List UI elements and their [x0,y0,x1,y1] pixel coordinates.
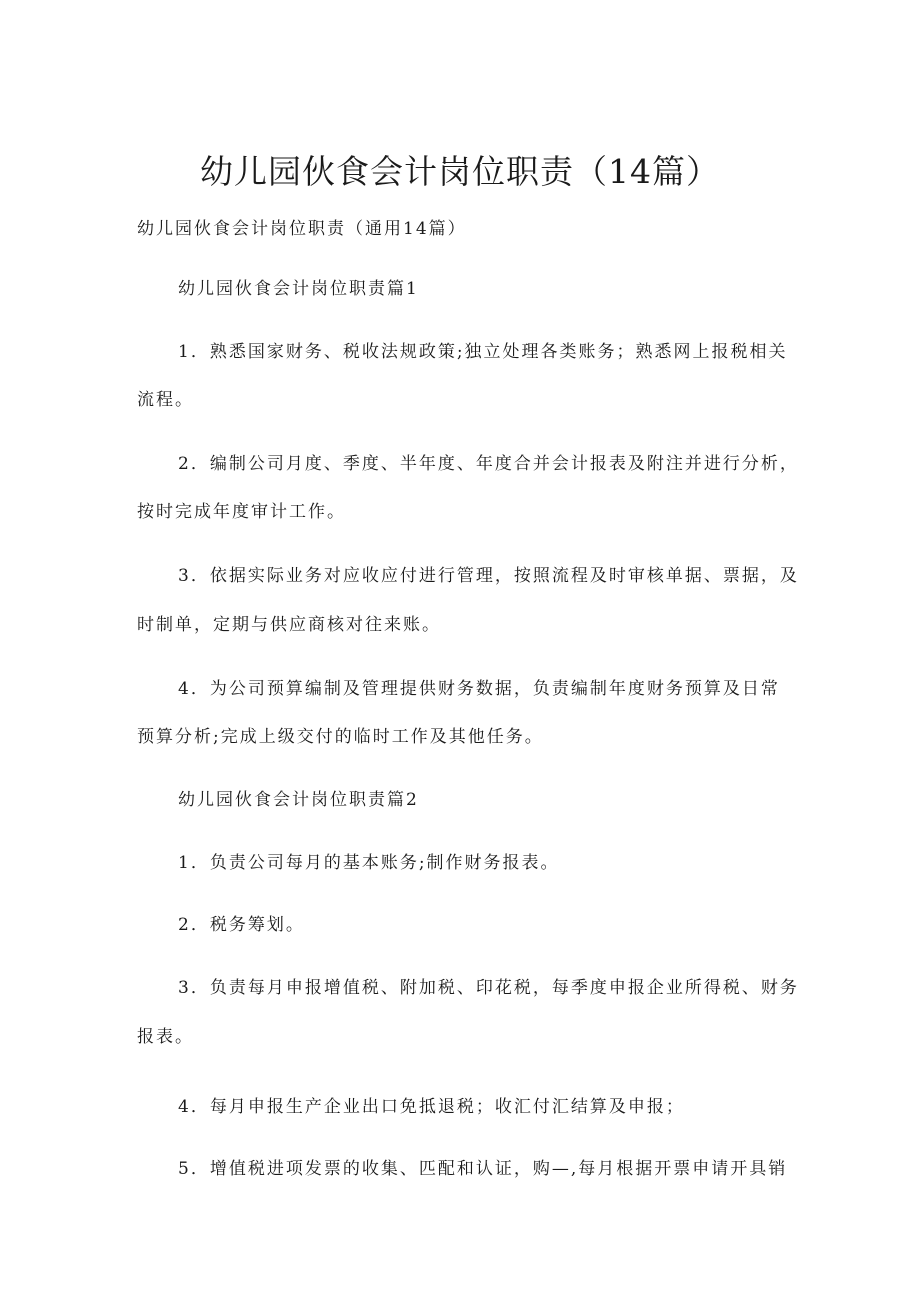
section-1-item-3-line-2: 时制单，定期与供应商核对往来账。 [137,615,441,635]
section-2-heading: 幼儿园伙食会计岗位职责篇2 [178,790,419,810]
section-2-item-3-line-2: 报表。 [137,1027,194,1047]
section-1-item-3-line-1: 3．依据实际业务对应收应付进行管理，按照流程及时审核单据、票据，及 [178,566,799,586]
section-1-item-1-line-2: 流程。 [137,390,194,410]
section-1-heading: 幼儿园伙食会计岗位职责篇1 [178,279,419,299]
section-2-item-1: 1．负责公司每月的基本账务;制作财务报表。 [178,853,560,873]
section-1-item-4-line-2: 预算分析;完成上级交付的临时工作及其他任务。 [137,727,544,747]
section-1-item-2-line-1: 2．编制公司月度、季度、半年度、年度合并会计报表及附注并进行分析， [178,454,799,474]
section-2-item-5-line-1: 5．增值税进项发票的收集、匹配和认证，购—,每月根据开票申请开具销 [178,1159,788,1179]
section-2-item-3-line-1: 3．负责每月申报增值税、附加税、印花税，每季度申报企业所得税、财务 [178,978,799,998]
section-1-item-4-line-1: 4．为公司预算编制及管理提供财务数据，负责编制年度财务预算及日常 [178,679,780,699]
document-title: 幼儿园伙食会计岗位职责（14篇） [200,152,720,191]
section-2-item-2: 2．税务筹划。 [178,915,305,935]
section-1-item-2-line-2: 按时完成年度审计工作。 [137,502,346,522]
section-1-item-1-line-1: 1．熟悉国家财务、税收法规政策;独立处理各类账务；熟悉网上报税相关 [178,342,788,362]
document-subtitle: 幼儿园伙食会计岗位职责（通用14篇） [137,219,467,239]
section-2-item-4: 4．每月申报生产企业出口免抵退税；收汇付汇结算及申报； [178,1097,685,1117]
